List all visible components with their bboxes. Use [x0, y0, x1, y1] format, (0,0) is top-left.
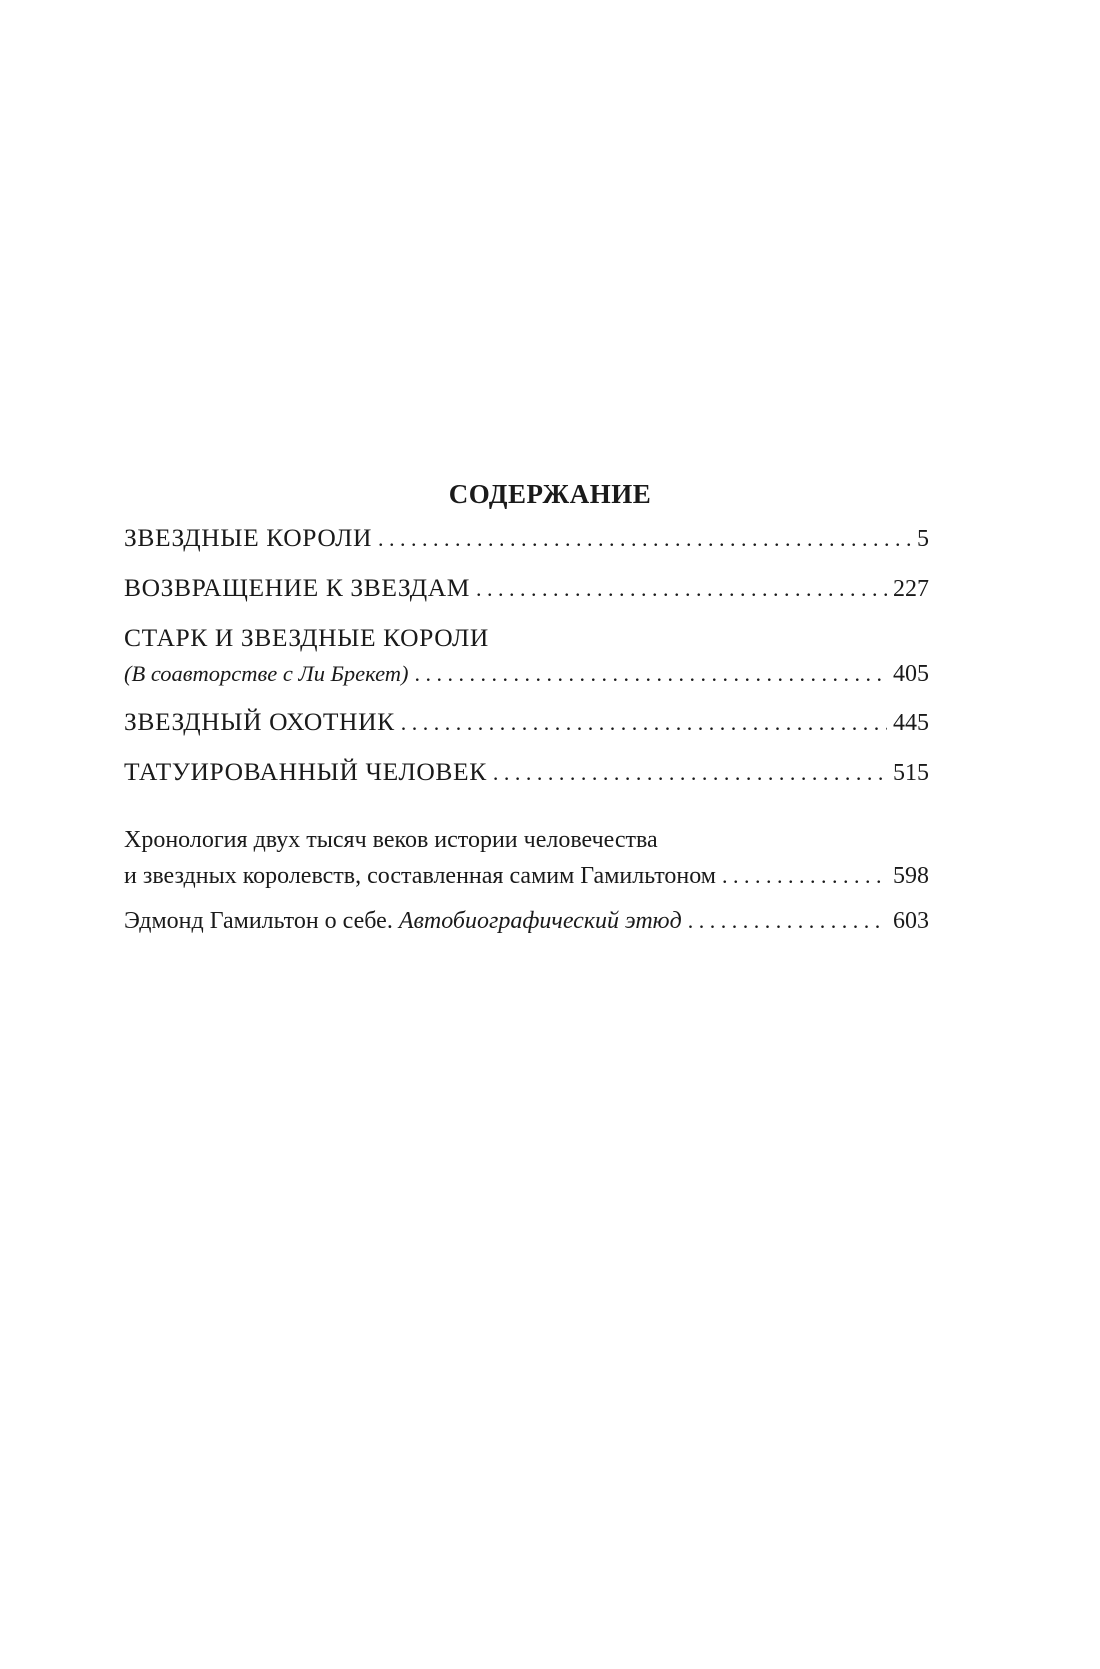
toc-entry-page: 598 — [893, 863, 929, 889]
toc-entry[interactable] — [124, 622, 929, 690]
toc-entry-title — [124, 905, 682, 937]
toc-entry-page: 227 — [893, 576, 929, 602]
dot-leader — [688, 905, 887, 937]
dot-leader — [476, 573, 887, 605]
toc-entry-title-plain: Эдмонд Гамильтон о себе. — [124, 908, 393, 934]
toc-appendix-entry[interactable] — [124, 824, 929, 892]
toc-entry-page: 515 — [893, 760, 929, 786]
dot-leader — [415, 658, 887, 690]
toc-entry[interactable] — [124, 572, 929, 605]
toc-entry-page: 5 — [917, 526, 929, 552]
toc-entry-title-italic: Автобиографический этюд — [398, 908, 682, 934]
dot-leader — [378, 523, 911, 555]
toc-entry-title: ЗВЕЗДНЫЕ КОРОЛИ — [124, 523, 373, 552]
toc-entry-subtitle: (В соавторстве с Ли Брекет) — [124, 661, 409, 686]
toc-entry-title-continued: и звездных королевств, составленная самим Гамильтоном — [124, 863, 716, 889]
toc-entry[interactable] — [124, 522, 929, 555]
toc-entry-title: ТАТУИРОВАННЫЙ ЧЕЛОВЕК — [124, 757, 487, 786]
toc-entry-page: 445 — [893, 710, 929, 736]
toc-entry-page: 405 — [893, 661, 929, 687]
toc-entry-title: ВОЗВРАЩЕНИЕ К ЗВЕЗДАМ — [124, 573, 470, 602]
dot-leader — [401, 707, 887, 739]
toc-appendix-entry[interactable] — [124, 905, 929, 937]
dot-leader — [722, 860, 887, 892]
toc-entry-page: 603 — [893, 908, 929, 934]
toc-entry[interactable] — [124, 756, 929, 789]
page-title: СОДЕРЖАНИЕ — [448, 479, 652, 509]
toc-entry-title: СТАРК И ЗВЕЗДНЫЕ КОРОЛИ — [124, 623, 489, 652]
dot-leader — [493, 757, 887, 789]
toc-entry[interactable] — [124, 706, 929, 739]
toc-entry-title: ЗВЕЗДНЫЙ ОХОТНИК — [124, 707, 395, 736]
toc-entry-title: Хронология двух тысяч веков истории человечества — [124, 827, 658, 853]
